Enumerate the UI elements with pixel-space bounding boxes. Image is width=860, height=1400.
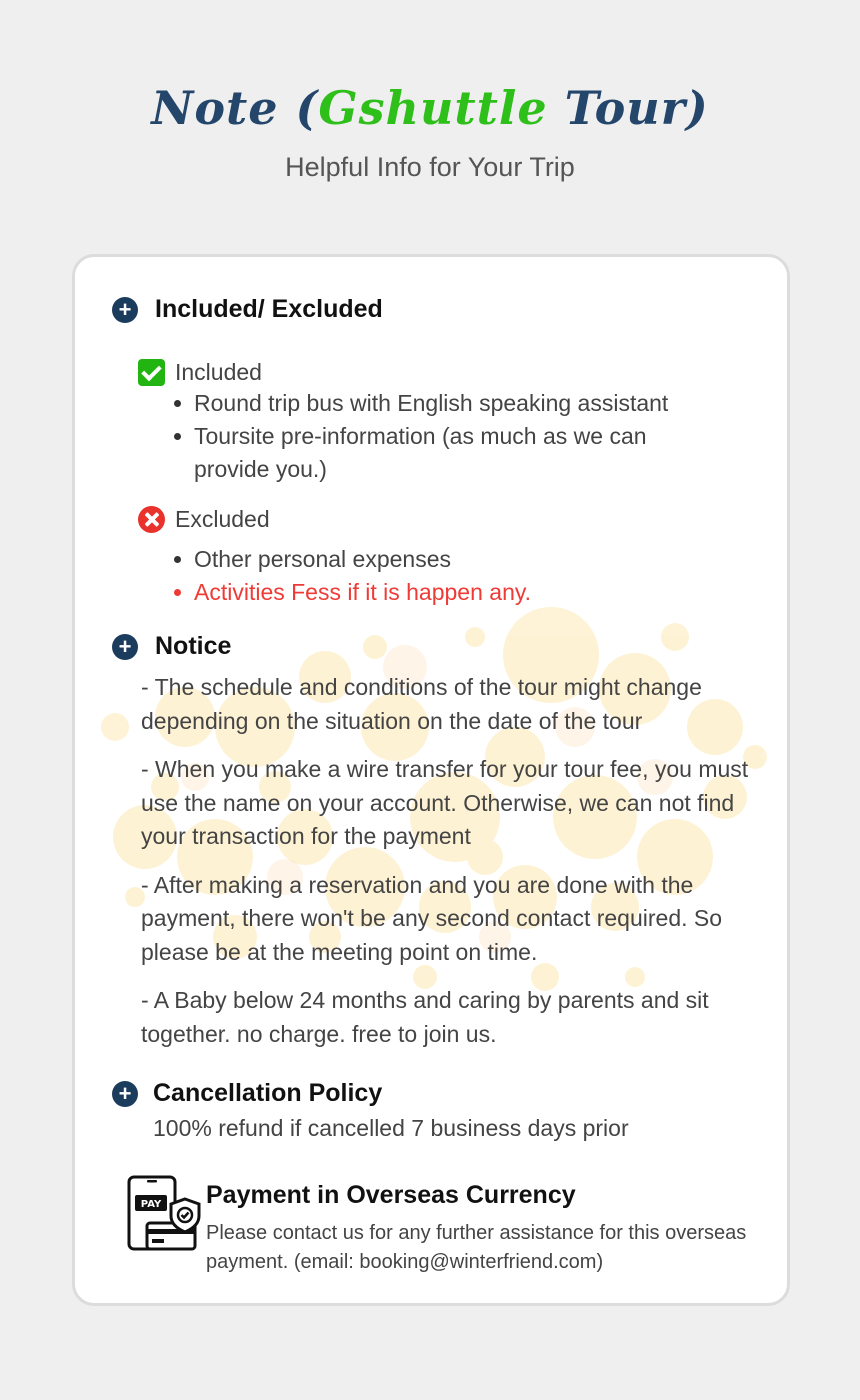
page-header [0,78,860,183]
included-header [138,359,262,386]
excluded-label: Excluded [175,506,270,532]
notice-paragraph: - A Baby below 24 months and caring by parents and sit together. no charge. free to join us. [141,987,709,1047]
page-subtitle: Helpful Info for Your Trip [285,152,575,182]
title-main: Note ( [151,81,319,135]
excluded-header [138,506,270,533]
payment-text: Please contact us for any further assistance for this overseas payment. (email: booking@winterfriend.com) [206,1222,747,1273]
cross-circle-icon [138,506,165,533]
title-end: Tour) [547,81,709,135]
included-excluded-title: Included/ Excluded [155,295,383,323]
notice-paragraph: - After making a reservation and you are done with the payment, there won't be any second contact required. So please be at the meeting point on time. [141,871,723,965]
list-item: Other personal expenses [172,543,712,576]
list-item: Activities Fess if it is happen any. [172,576,712,609]
page-title [0,78,860,138]
included-excluded-header [112,295,383,324]
cancellation-title: Cancellation Policy [153,1079,383,1107]
excluded-list [172,543,712,609]
notice-header [112,632,231,661]
list-item: Toursite pre-information (as much as we can provide you.) [172,420,712,486]
plus-circle-icon: + [112,297,138,323]
cancellation-text: 100% refund if cancelled 7 business days prior [153,1115,629,1141]
notice-body [141,671,753,1066]
info-card [72,254,790,1306]
title-brand: Gshuttle [318,81,548,135]
notice-paragraph: - The schedule and conditions of the tour might change depending on the situation on the date of the tour [141,674,702,734]
phone-pay-icon [127,1175,201,1253]
notice-paragraph: - When you make a wire transfer for your tour fee, you must use the name on your account. Otherwise, we can not find your transaction for the payment [141,756,749,849]
plus-circle-icon: + [112,634,138,660]
plus-circle-icon: + [112,1081,138,1107]
cancellation-header [112,1079,382,1108]
included-list [172,387,712,486]
list-item: Round trip bus with English speaking assistant [172,387,712,420]
payment-title: Payment in Overseas Currency [206,1181,576,1209]
included-label: Included [175,359,262,385]
notice-title: Notice [155,632,232,660]
checkbox-checked-icon [138,359,165,386]
pay-icon-label: PAY [140,1199,162,1210]
